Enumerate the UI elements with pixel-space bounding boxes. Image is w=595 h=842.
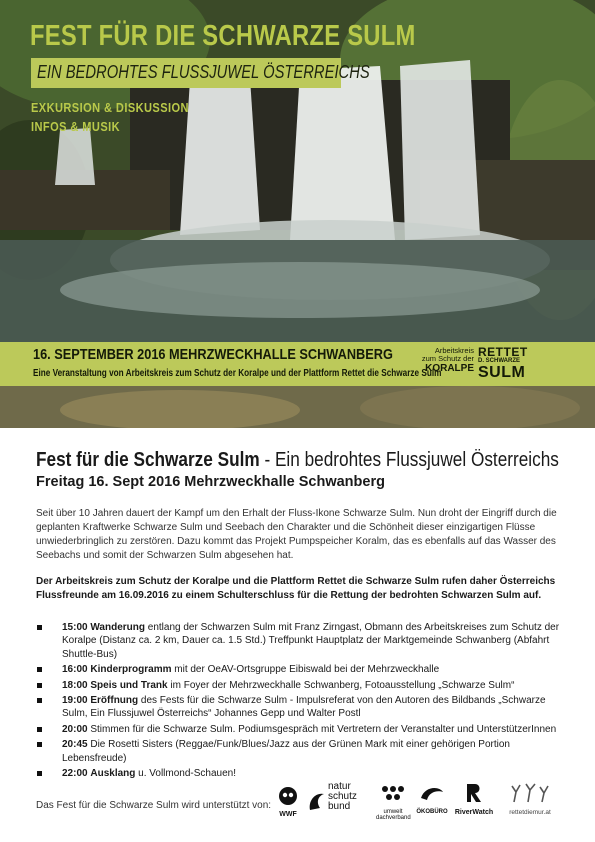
program-event: Wanderung <box>90 622 145 633</box>
oekobuero-logo <box>414 784 450 815</box>
page-heading <box>36 448 559 472</box>
band-date: 16. SEPTEMBER 2016 MEHRZWECKHALLE SCHWANBERG <box>33 346 393 363</box>
heading-rest: - Ein bedrohtes Flussjuwel Österreichs <box>259 449 559 471</box>
event-date-heading: Freitag 16. Sept 2016 Mehrzweckhalle Schwanberg <box>36 474 385 490</box>
program-text: u. Vollmond-Schauen! <box>135 768 236 780</box>
river-r-icon <box>463 782 485 804</box>
main-content <box>36 448 561 782</box>
wwf-logo <box>276 784 300 818</box>
program-event: Eröffnung <box>90 695 139 707</box>
logo-ak-line2: zum Schutz der <box>421 354 474 363</box>
logo-ak-line1: Arbeitskreis <box>434 346 474 355</box>
program-event: Kinderprogramm <box>90 664 172 676</box>
umweltdachverband-text: umwelt dachverband <box>376 809 411 821</box>
intro-paragraph: Seit über 10 Jahren dauert der Kampf um den Erhalt der Fluss-Ikone Schwarze Sulm. Nun droht der Eingriff durch die geplanten Kraftwerke Schwarze Sulm und Seebach den Charakter und die Schönheit dieser einzigartigen Flüsse unwiederbringlich zu zerstören. Dazu kommt das Projekt Pumpspeicher Koralm, das es ebenfalls auf das Wasser des Seebachs und somit der Schwarzen Sulm abgesehen hat. <box>36 508 557 561</box>
program-item <box>36 723 561 736</box>
hero-line-exkursion: EXKURSION & DISKUSSION <box>31 100 189 115</box>
hero-subtitle-bar <box>31 58 370 88</box>
program-text: des Fests für die Schwarze Sulm - Impulsreferat von den Autoren des Bildbands „Schwarze Sulm, Ein Flussjuwel Österreichs“ Johannes Gepp und Walter Postl <box>62 695 546 720</box>
rettetdiemur-text: rettetdiemur.at <box>509 809 551 816</box>
program-list <box>36 621 561 780</box>
swoosh-icon <box>417 784 447 804</box>
program-text: Die Rosetti Sisters (Reggae/Funk/Blues/Jazz aus der Grünen Mark mit einer gehörigen Portion Lebensfreude) <box>62 739 510 764</box>
program-time: 16:00 <box>62 664 88 676</box>
logo-rs-line1: RETTET <box>478 345 528 359</box>
call-paragraph: Der Arbeitskreis zum Schutz der Koralpe und die Plattform Rettet die Schwarze Sulm rufen daher Österreichs Flussfreunde am 16.09.2016 zu einem Schulterschluss für die Rettung der bedrohten Schwarzen Sulm auf. <box>36 576 556 601</box>
arbeitskreis-koralpe-logo <box>418 347 474 375</box>
program-time: 20:00 <box>62 723 88 735</box>
naturschutzbund-text: natur schutz bund <box>328 781 357 812</box>
program-item <box>36 663 561 676</box>
oekobuero-text: ÖKOBÜRO <box>416 809 448 815</box>
program-item <box>36 679 561 692</box>
sponsors-label: Das Fest für die Schwarze Sulm wird unterstützt von: <box>36 800 272 811</box>
program-item <box>36 694 561 721</box>
program-time: 15:00 <box>62 622 88 633</box>
program-event: Ausklang <box>90 768 136 780</box>
program-text: mit der OeAV-Ortsgruppe Eibiswald bei der Mehrzweckhalle <box>171 664 440 676</box>
riverwatch-text: RiverWatch <box>454 809 494 816</box>
heading-bold: Fest für die Schwarze Sulm <box>36 449 260 471</box>
logo-rs-line3: SULM <box>478 364 526 381</box>
hero-title: FEST FÜR DIE SCHWARZE SULM <box>30 20 416 52</box>
program-time: 20:45 <box>62 739 88 751</box>
logo-ak-line3: KORALPE <box>425 363 474 374</box>
wwf-text: WWF <box>279 811 297 818</box>
program-item <box>36 738 561 765</box>
program-text: entlang der Schwarzen Sulm mit Franz Zirngast, Obmann des Arbeitskreises zum Schutz der Koralpe (Distanz ca. 2 km, Dauer ca. 1.5 Std.) Treffpunkt Hauptplatz der Marktgemeinde Schwanberg (Abfahrt Shuttle-Bus) <box>62 622 560 660</box>
riverwatch-logo <box>454 782 494 816</box>
band-organizer: Eine Veranstaltung von Arbeitskreis zum Schutz der Koralpe und der Plattform Rettet die Schwarze Sulm <box>33 368 442 379</box>
program-text: Stimmen für die Schwarze Sulm. Podiumsgespräch mit Vertretern der Veranstalter und UnterstützerInnen <box>87 723 557 735</box>
program-time: 19:00 <box>62 695 88 707</box>
bird-icon <box>306 788 328 814</box>
coral-icon <box>508 782 552 804</box>
logo-rs-line2: D. SCHWARZE <box>478 358 520 364</box>
panda-icon <box>276 784 300 806</box>
hero-line-infos: INFOS & MUSIK <box>31 119 121 134</box>
program-text: im Foyer der Mehrzweckhalle Schwanberg, Fotoausstellung „Schwarze Sulm“ <box>167 679 515 691</box>
program-item <box>36 621 561 661</box>
program-event: Speis und Trank <box>90 679 168 691</box>
rettet-schwarze-sulm-logo <box>478 346 540 381</box>
umweltdachverband-logo <box>376 784 410 821</box>
rettetdiemur-logo <box>500 782 560 816</box>
dots-icon <box>380 784 406 804</box>
program-time: 18:00 <box>62 679 88 691</box>
program-item <box>36 767 561 780</box>
hero-subtitle: EIN BEDROHTES FLUSSJUWEL ÖSTERREICHS <box>37 62 370 82</box>
program-time: 22:00 <box>62 768 88 780</box>
